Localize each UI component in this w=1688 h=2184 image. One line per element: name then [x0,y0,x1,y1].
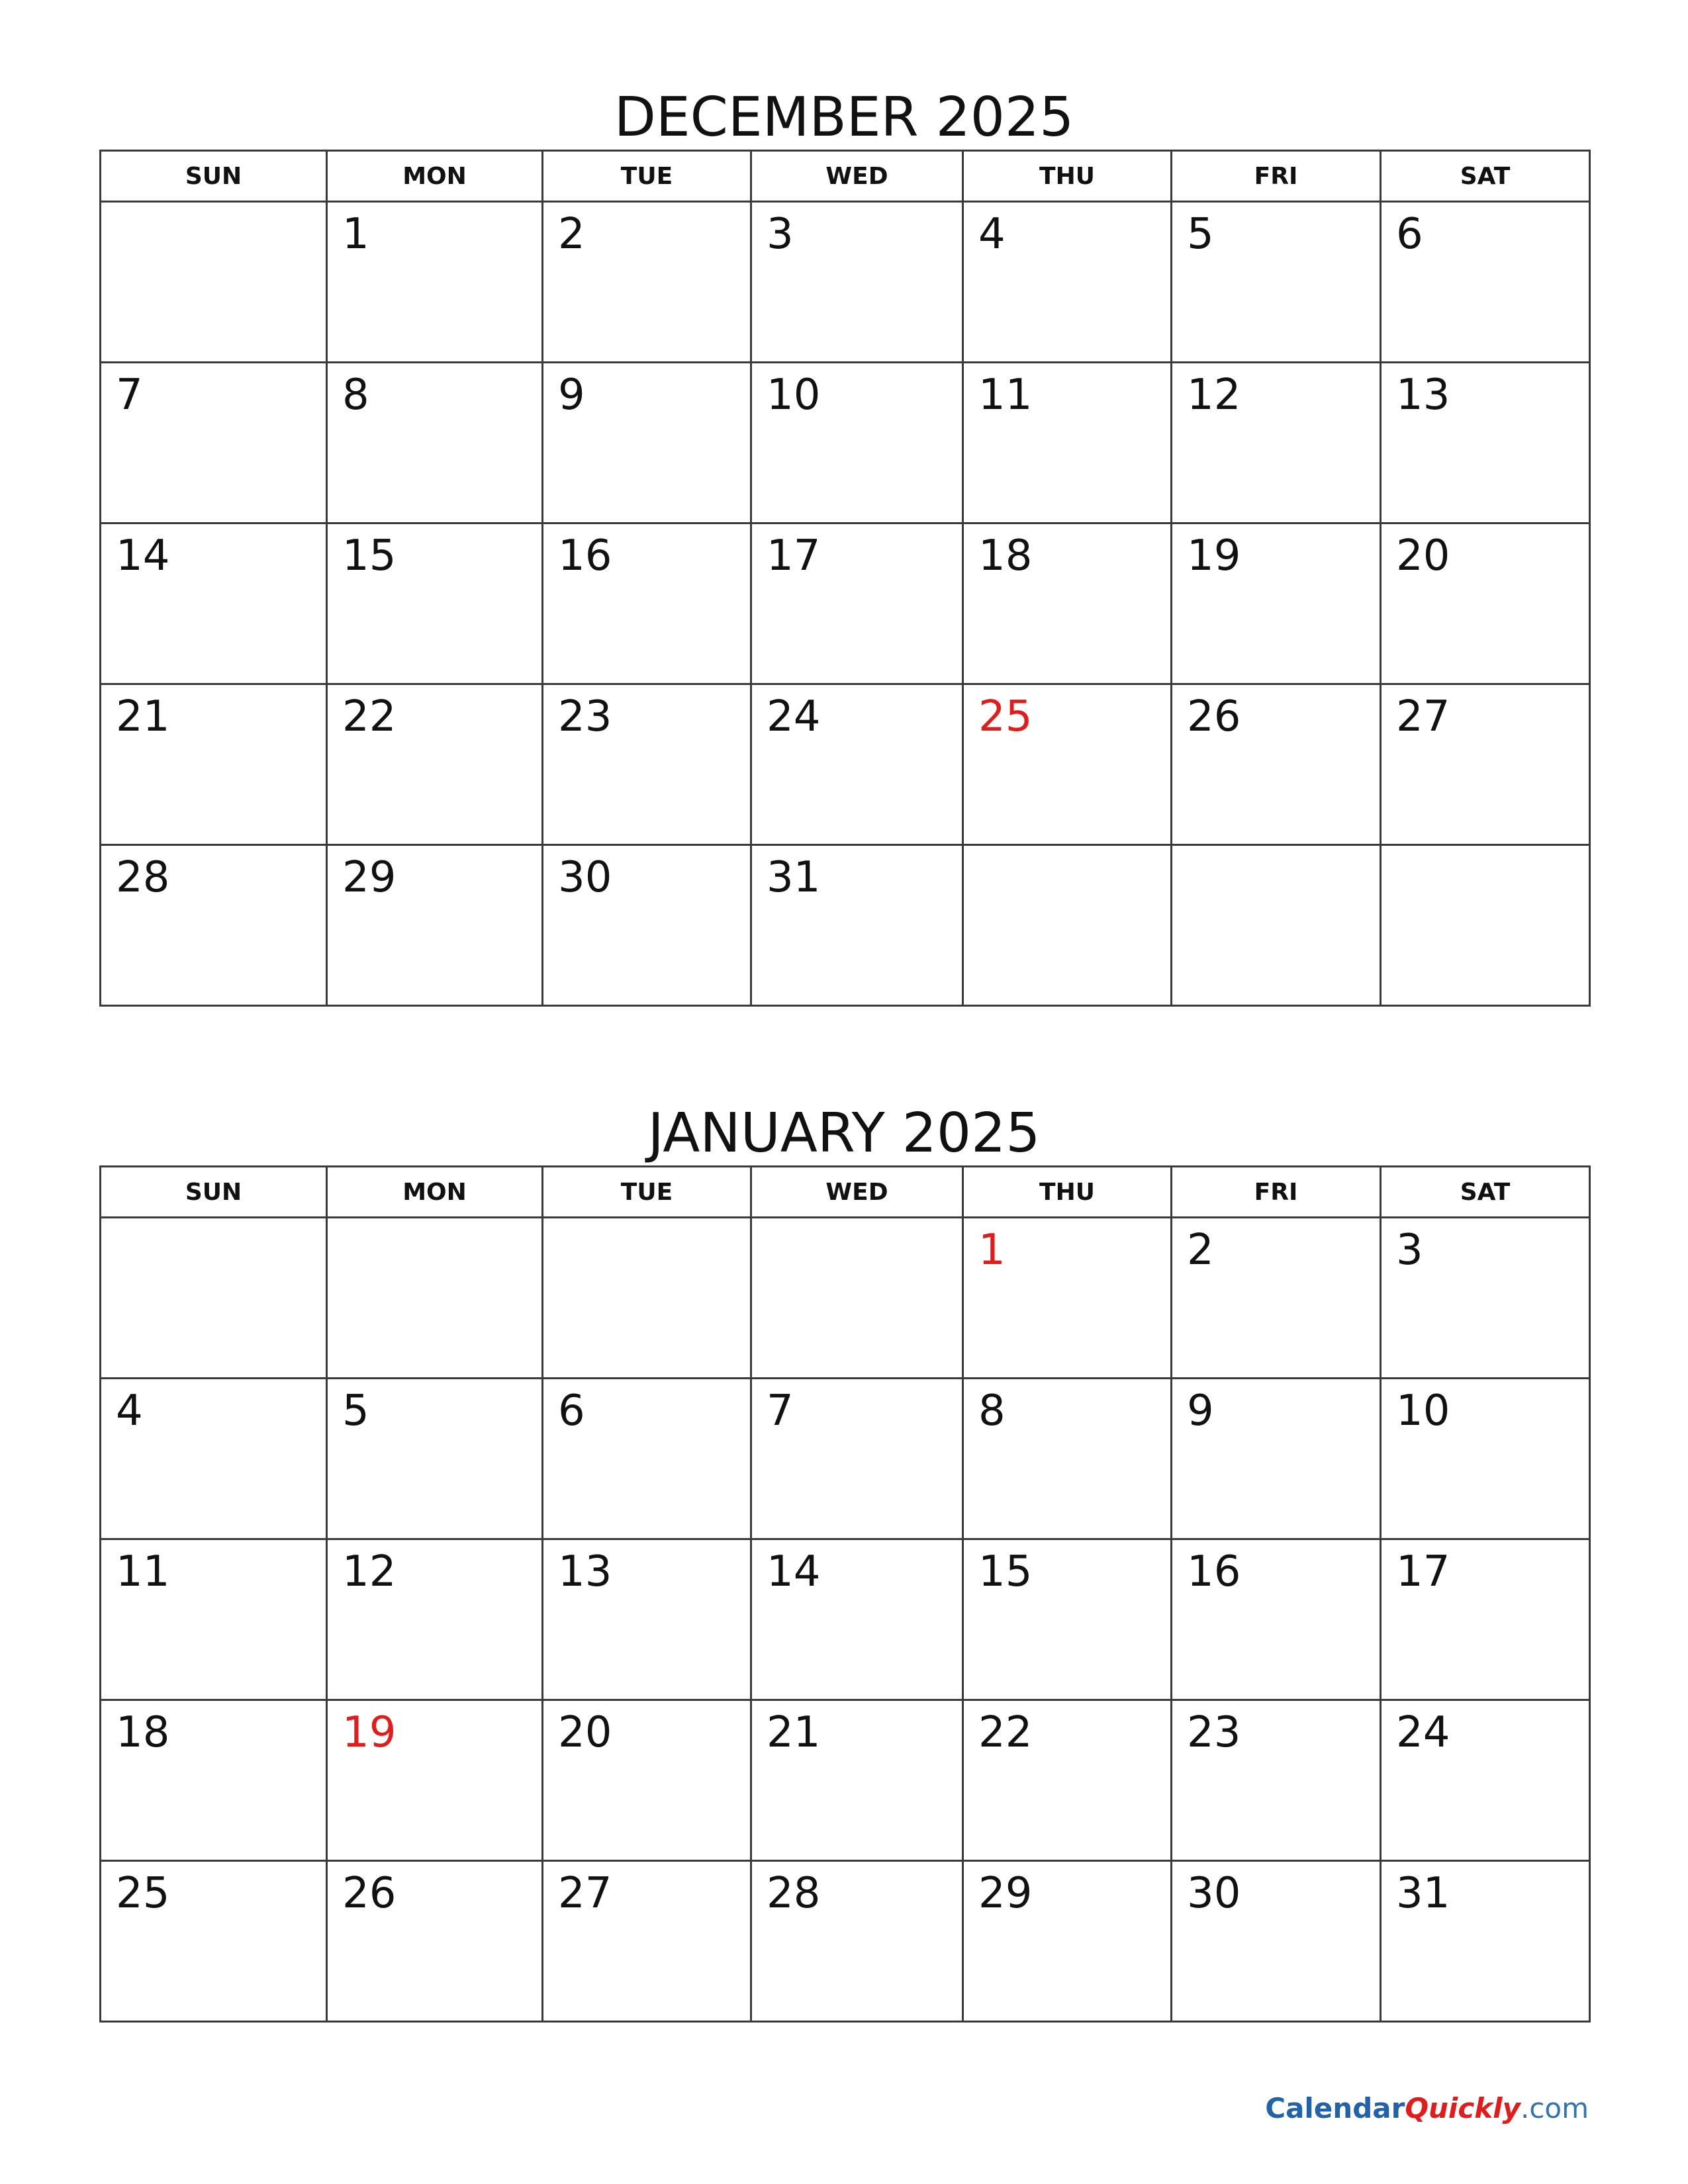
day-number [543,1218,750,1222]
day-cell [1381,1539,1590,1700]
day-number: 3 [1396,1226,1423,1275]
day-cell [327,1539,543,1700]
day-cell [751,523,963,684]
day-cell [751,1379,963,1539]
day-cell [1381,1700,1590,1861]
month-title: JANUARY 2025 [647,1102,1041,1165]
weekday-fri: FRI [1172,151,1381,202]
day-number [101,203,326,206]
brand-part-calendar: Calendar [1265,2092,1405,2124]
day-number: 14 [116,531,170,580]
day-cell [327,1861,543,2022]
day-cell [1172,1700,1381,1861]
day-number: 22 [342,692,397,741]
day-number: 26 [342,1869,397,1918]
day-cell [1381,363,1590,523]
month-january [99,1102,1589,2023]
holiday-day-number: 1 [978,1226,1006,1275]
day-number: 11 [978,371,1033,420]
day-cell [963,684,1172,845]
day-number: 24 [1396,1708,1450,1757]
day-number: 23 [558,692,612,741]
brand-part-com: .com [1520,2092,1589,2124]
week-row [101,1218,1590,1379]
day-number: 16 [1187,1547,1241,1596]
day-cell [327,684,543,845]
day-number: 9 [558,371,585,420]
day-number: 4 [978,210,1006,259]
day-cell [963,202,1172,363]
day-number: 13 [558,1547,612,1596]
weekday-sun: SUN [101,151,327,202]
day-cell [963,523,1172,684]
holiday-day-number: 25 [978,692,1033,741]
day-number: 21 [767,1708,821,1757]
day-cell [101,202,327,363]
day-cell [1172,1379,1381,1539]
week-row [101,845,1590,1006]
day-cell [543,1379,751,1539]
day-cell [327,1379,543,1539]
month-title: DECEMBER 2025 [614,86,1074,149]
day-number: 29 [978,1869,1033,1918]
day-number: 21 [116,692,170,741]
day-cell [751,1700,963,1861]
day-cell [1381,845,1590,1006]
day-cell [963,1700,1172,1861]
day-number: 24 [767,692,821,741]
day-cell [543,202,751,363]
day-cell [751,1861,963,2022]
day-cell [963,363,1172,523]
brand-part-quickly: Quickly [1405,2092,1521,2124]
day-number: 7 [116,371,143,420]
week-row [101,523,1590,684]
day-number: 20 [558,1708,612,1757]
day-number: 8 [342,371,369,420]
day-cell [101,1700,327,1861]
weekday-mon: MON [327,1167,543,1218]
day-cell [101,684,327,845]
weekday-header-row [101,151,1590,202]
day-cell [543,523,751,684]
day-cell [751,363,963,523]
day-number: 6 [558,1387,585,1435]
day-number: 2 [1187,1226,1214,1275]
weekday-sat: SAT [1381,151,1590,202]
weekday-wed: WED [751,1167,963,1218]
day-number: 19 [1187,531,1241,580]
day-number: 15 [978,1547,1033,1596]
day-cell [1172,1218,1381,1379]
day-cell [1381,684,1590,845]
day-number: 9 [1187,1387,1214,1435]
day-cell [101,1861,327,2022]
day-number: 6 [1396,210,1423,259]
day-number: 28 [767,1869,821,1918]
day-cell [1172,202,1381,363]
day-cell [1172,1539,1381,1700]
day-number: 18 [978,531,1033,580]
day-cell [543,1218,751,1379]
weekday-wed: WED [751,151,963,202]
weekday-thu: THU [963,1167,1172,1218]
day-cell [963,845,1172,1006]
month-december [99,86,1589,1007]
day-number: 12 [1187,371,1241,420]
week-row [101,1861,1590,2022]
day-cell [327,1700,543,1861]
day-cell [963,1218,1172,1379]
day-number [328,1218,541,1222]
day-cell [751,1218,963,1379]
day-cell [327,1218,543,1379]
day-number: 27 [1396,692,1450,741]
day-cell [1172,363,1381,523]
day-cell [543,1861,751,2022]
day-number: 17 [1396,1547,1450,1596]
day-cell [543,363,751,523]
day-cell [101,1539,327,1700]
day-cell [101,1379,327,1539]
day-cell [1381,202,1590,363]
day-cell [101,1218,327,1379]
day-number: 14 [767,1547,821,1596]
week-row [101,1539,1590,1700]
day-number [752,1218,962,1222]
calendar-grid [99,150,1591,1007]
day-number: 31 [767,853,821,902]
week-row [101,202,1590,363]
day-number: 23 [1187,1708,1241,1757]
day-cell [1381,1218,1590,1379]
day-cell [543,1539,751,1700]
day-number [101,1218,326,1222]
day-number: 30 [558,853,612,902]
day-cell [1381,1379,1590,1539]
day-number: 28 [116,853,170,902]
weekday-header-row [101,1167,1590,1218]
day-cell [751,845,963,1006]
day-number: 13 [1396,371,1450,420]
day-cell [327,523,543,684]
day-cell [963,1861,1172,2022]
day-cell [963,1379,1172,1539]
day-number: 26 [1187,692,1241,741]
day-number: 30 [1187,1869,1241,1918]
day-cell [327,845,543,1006]
day-number: 22 [978,1708,1033,1757]
day-cell [327,202,543,363]
weekday-tue: TUE [543,1167,751,1218]
day-cell [751,1539,963,1700]
weekday-thu: THU [963,151,1172,202]
day-cell [1381,523,1590,684]
day-cell [101,363,327,523]
brand-logo[interactable] [1265,2090,1589,2127]
day-number: 3 [767,210,794,259]
holiday-day-number: 19 [342,1708,397,1757]
day-number: 4 [116,1387,143,1435]
day-number [964,846,1170,850]
day-number: 20 [1396,531,1450,580]
calendar-grid [99,1165,1591,2023]
day-cell [543,845,751,1006]
day-cell [543,1700,751,1861]
day-number: 25 [116,1869,170,1918]
day-number: 16 [558,531,612,580]
day-number: 15 [342,531,397,580]
day-number: 27 [558,1869,612,1918]
day-number: 8 [978,1387,1006,1435]
day-number: 10 [767,371,821,420]
day-number [1172,846,1380,850]
day-cell [1172,523,1381,684]
day-cell [1172,845,1381,1006]
day-number: 18 [116,1708,170,1757]
day-number: 29 [342,853,397,902]
day-number: 12 [342,1547,397,1596]
day-cell [101,523,327,684]
week-row [101,1379,1590,1539]
day-number: 7 [767,1387,794,1435]
week-row [101,363,1590,523]
day-number: 1 [342,210,369,259]
day-cell [751,684,963,845]
day-cell [963,1539,1172,1700]
day-number [1382,846,1589,850]
day-cell [543,684,751,845]
week-row [101,684,1590,845]
day-cell [101,845,327,1006]
week-row [101,1700,1590,1861]
day-number: 31 [1396,1869,1450,1918]
weekday-sat: SAT [1381,1167,1590,1218]
day-cell [327,363,543,523]
weekday-fri: FRI [1172,1167,1381,1218]
day-number: 17 [767,531,821,580]
weekday-sun: SUN [101,1167,327,1218]
weekday-mon: MON [327,151,543,202]
day-number: 11 [116,1547,170,1596]
day-cell [1381,1861,1590,2022]
day-number: 5 [342,1387,369,1435]
day-cell [1172,684,1381,845]
day-number: 10 [1396,1387,1450,1435]
day-number: 2 [558,210,585,259]
day-cell [1172,1861,1381,2022]
weekday-tue: TUE [543,151,751,202]
day-number: 5 [1187,210,1214,259]
day-cell [751,202,963,363]
